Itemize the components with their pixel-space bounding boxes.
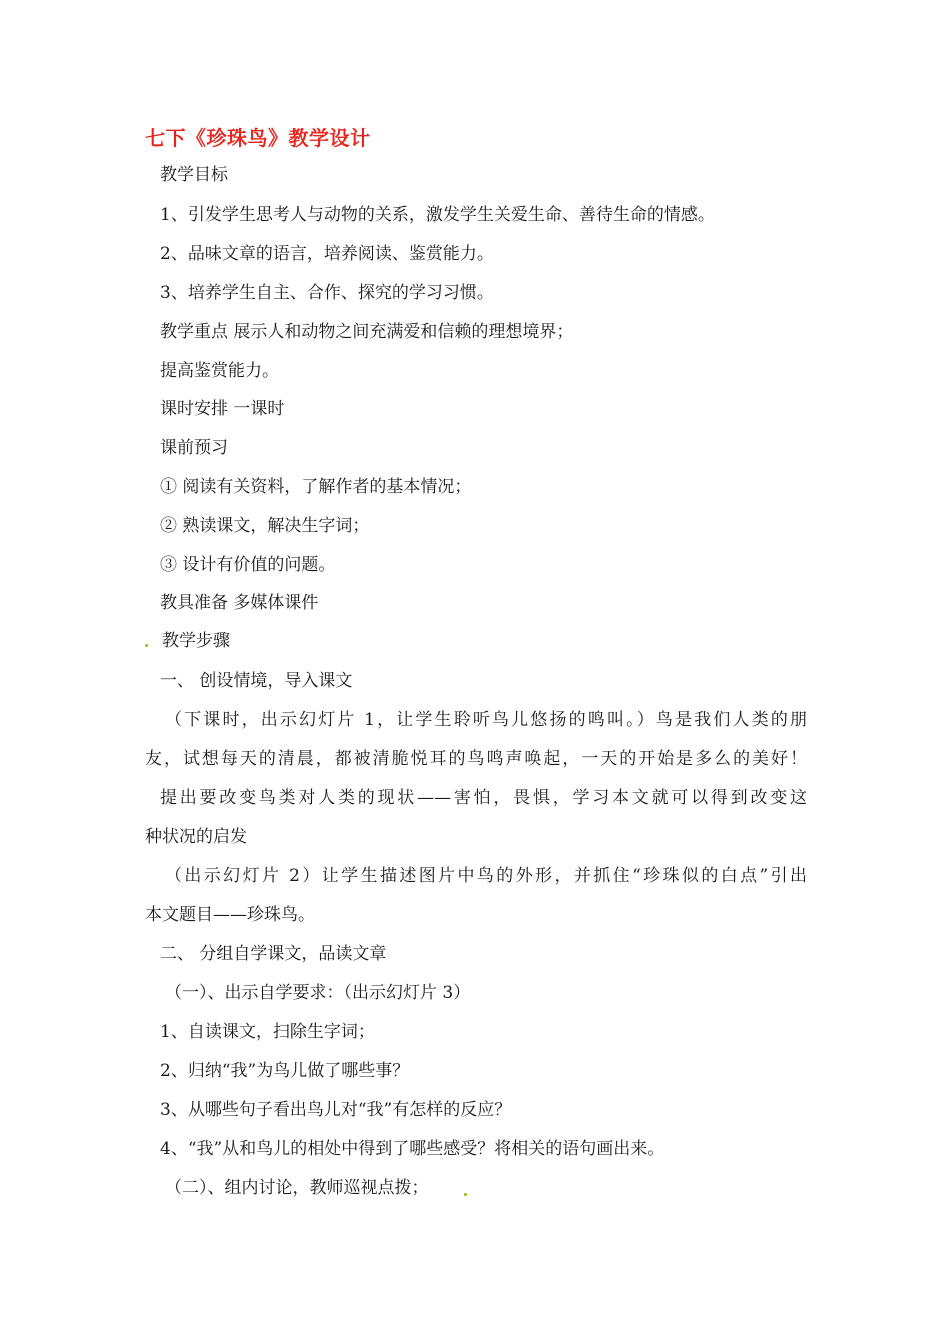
key-points-line: 提高鉴赏能力。 bbox=[160, 361, 279, 381]
key-points-line: 教学重点 展示人和动物之间充满爱和信赖的理想境界； bbox=[160, 322, 574, 342]
step-heading: 一、 创设情境，导入课文 bbox=[160, 671, 353, 691]
sub-step-heading: （一）、出示自学要求：（出示幻灯片 3） bbox=[165, 983, 471, 1003]
preview-item: ① 阅读有关资料，了解作者的基本情况； bbox=[160, 477, 472, 497]
task-item: 1、自读课文，扫除生字词； bbox=[160, 1022, 375, 1042]
section-heading-steps: 教学步骤 bbox=[162, 631, 230, 651]
section-heading-preview: 课前预习 bbox=[160, 438, 228, 458]
paragraph-line: 本文题目——珍珠鸟。 bbox=[145, 905, 315, 925]
section-heading-objectives: 教学目标 bbox=[160, 165, 228, 185]
materials-line: 教具准备 多媒体课件 bbox=[160, 593, 319, 613]
paragraph-line: 种状况的启发 bbox=[145, 827, 247, 847]
objective-item: 2、品味文章的语言，培养阅读、鉴赏能力。 bbox=[160, 244, 494, 264]
step-heading: 二、 分组自学课文，品读文章 bbox=[160, 944, 387, 964]
paragraph-line: 友，试想每天的清晨，都被清脆悦耳的鸟鸣声唤起，一天的开始是多么的美好！ bbox=[145, 749, 807, 769]
sub-step-heading: （二）、组内讨论，教师巡视点拨； bbox=[165, 1178, 429, 1198]
preview-item: ② 熟读课文，解决生字词； bbox=[160, 516, 370, 536]
schedule-line: 课时安排 一课时 bbox=[160, 399, 285, 419]
document-title: 七下《珍珠鸟》教学设计 bbox=[145, 126, 371, 150]
task-item: 2、归纳“我”为鸟儿做了哪些事？ bbox=[160, 1061, 410, 1081]
paragraph-line: （出示幻灯片 2）让学生描述图片中鸟的外形，并抓住“珍珠似的白点”引出 bbox=[165, 866, 807, 886]
task-item: 4、“我”从和鸟儿的相处中得到了哪些感受？将相关的语句画出来。 bbox=[160, 1139, 665, 1159]
objective-item: 3、培养学生自主、合作、探究的学习习惯。 bbox=[160, 283, 494, 303]
preview-item: ③ 设计有价值的问题。 bbox=[160, 555, 336, 575]
paragraph-line: （下课时，出示幻灯片 1，让学生聆听鸟儿悠扬的鸣叫。）鸟是我们人类的朋 bbox=[165, 710, 807, 730]
marker-dot bbox=[145, 644, 148, 647]
task-item: 3、从哪些句子看出鸟儿对“我”有怎样的反应？ bbox=[160, 1100, 512, 1120]
marker-dot bbox=[464, 1193, 467, 1196]
paragraph-line: 提出要改变鸟类对人类的现状——害怕，畏惧，学习本文就可以得到改变这 bbox=[160, 788, 807, 808]
objective-item: 1、引发学生思考人与动物的关系，激发学生关爱生命、善待生命的情感。 bbox=[160, 205, 715, 225]
